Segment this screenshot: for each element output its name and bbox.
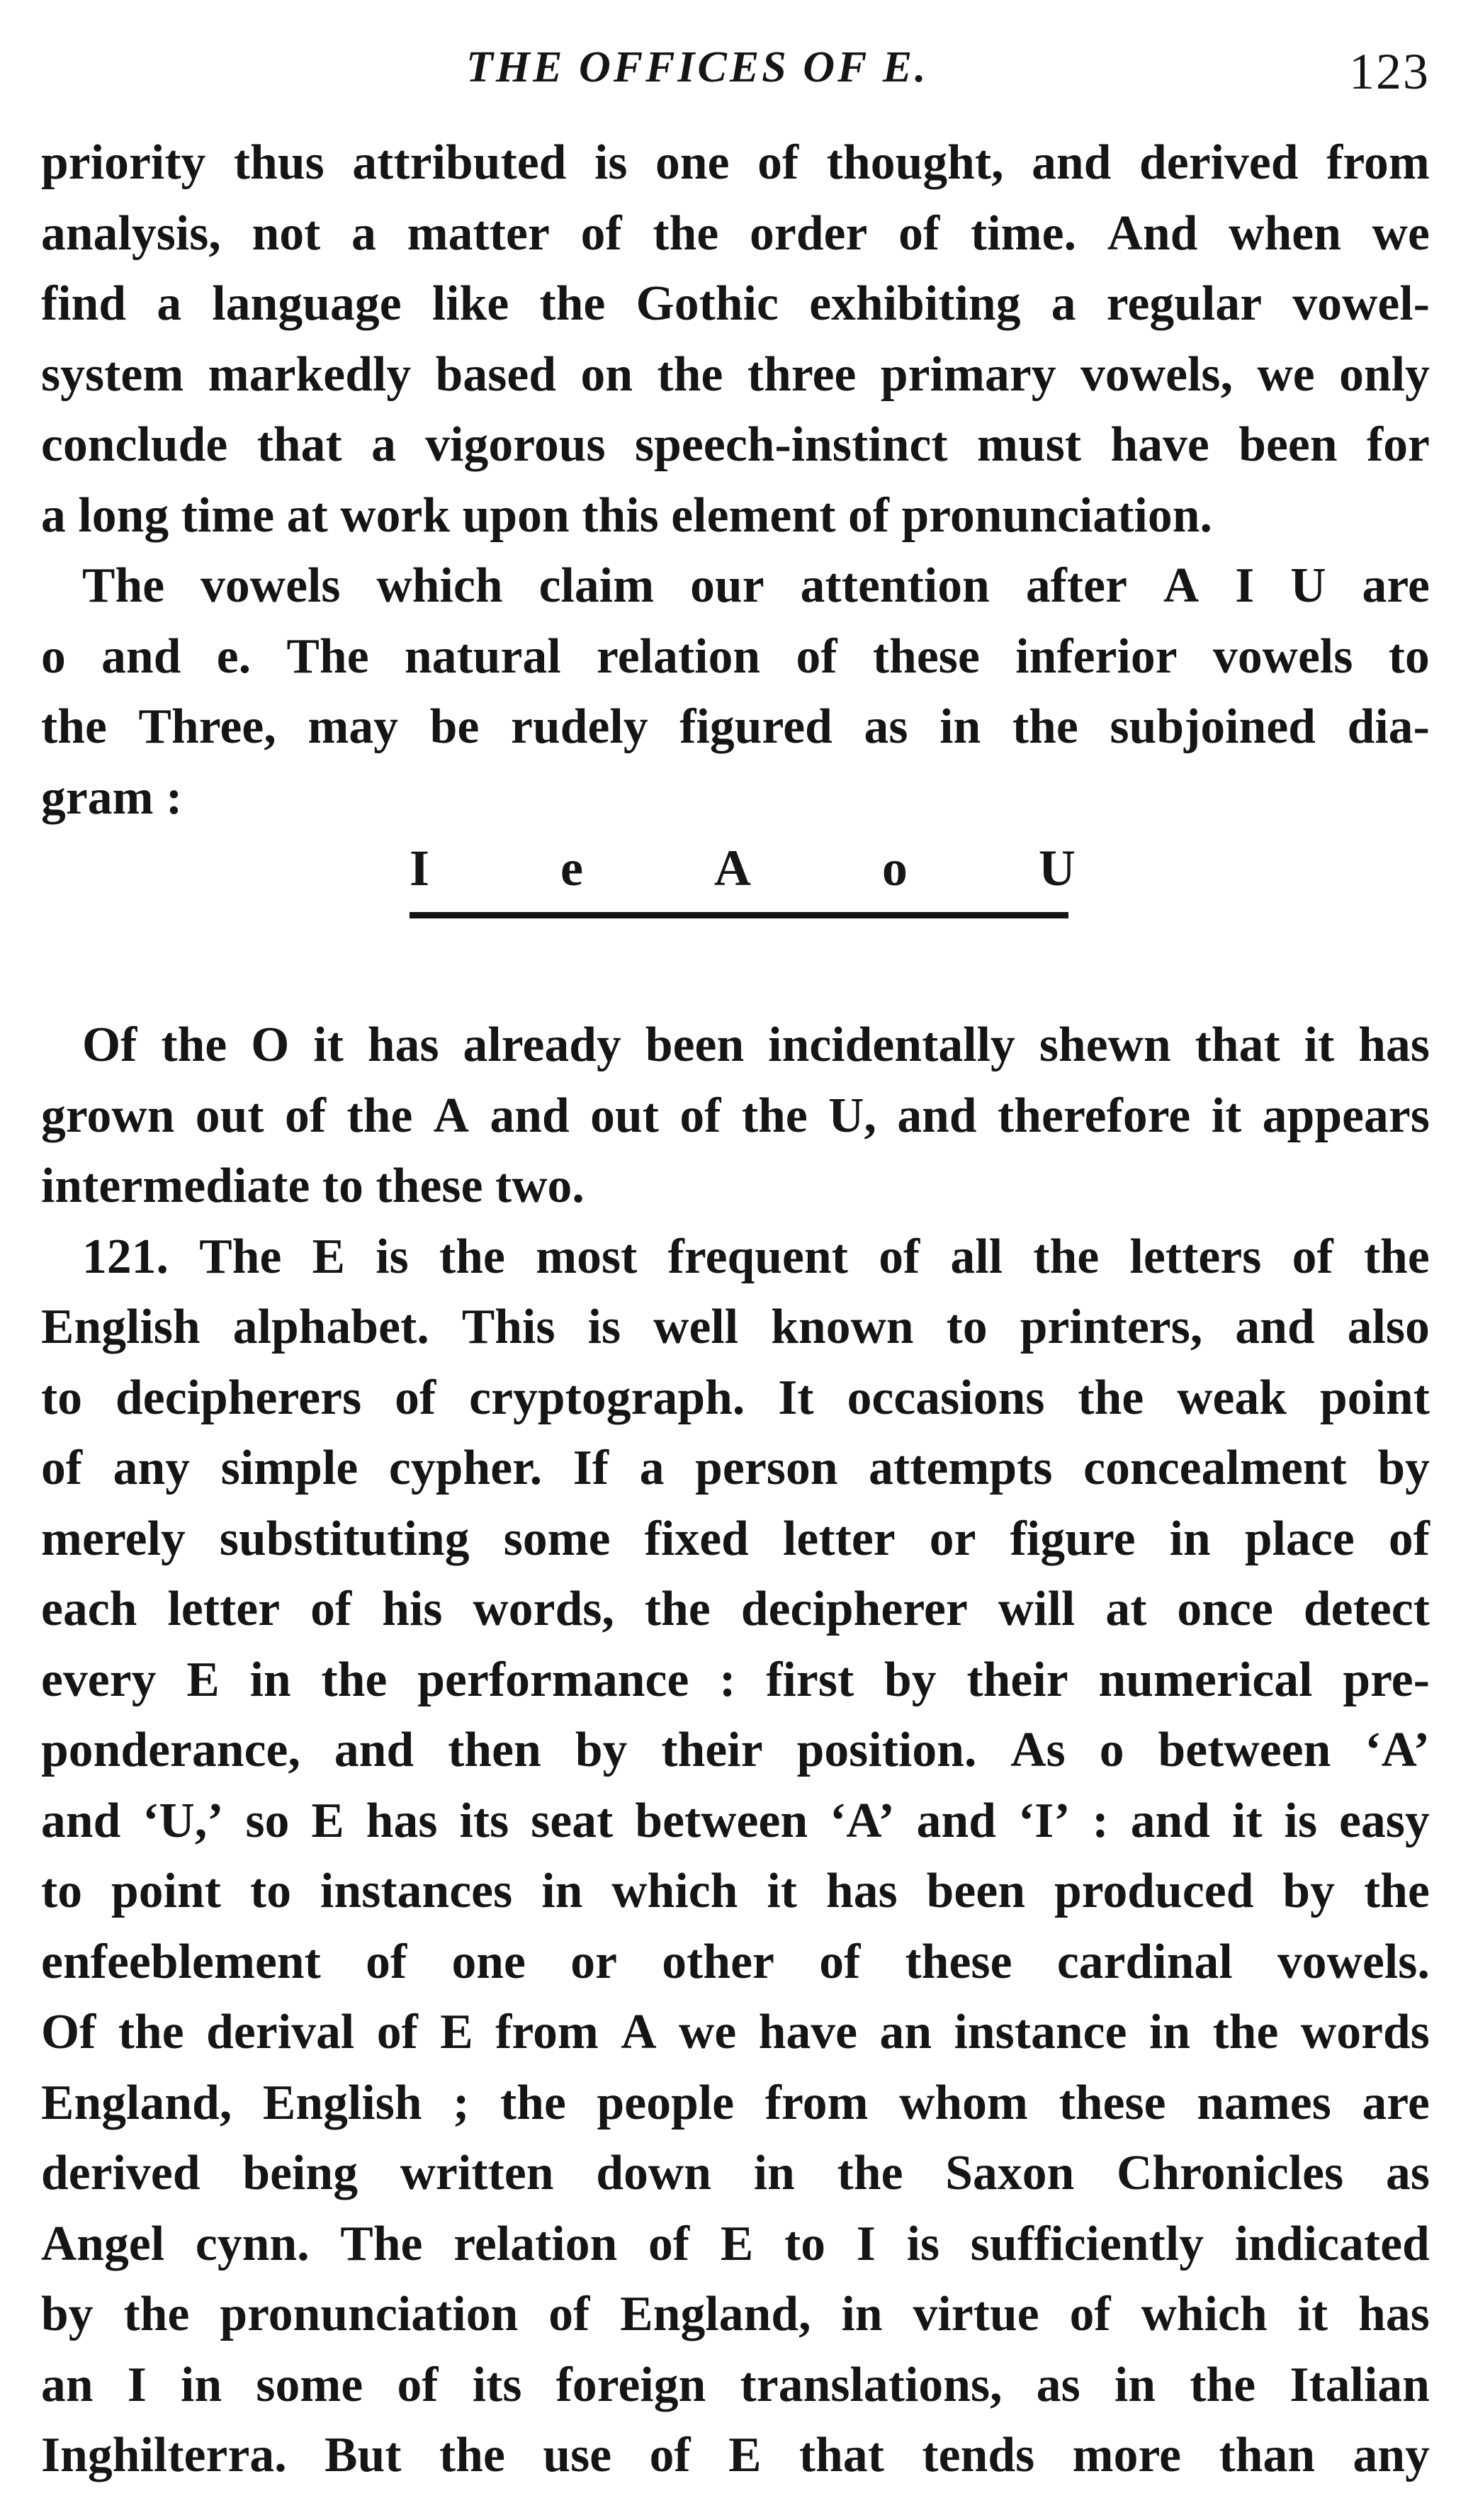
running-head	[41, 43, 1430, 128]
text-line: 121. The E is the most frequent of all the letters of the	[82, 1229, 1430, 1284]
text-line: to point to instances in which it has been produced by the	[41, 1864, 1430, 1918]
paragraph-vowels	[41, 551, 1430, 833]
diagram-letter-a: A	[713, 840, 752, 896]
text-line: find a language like the Gothic exhibiting a regular vowel-	[41, 276, 1430, 331]
text-line: gram :	[41, 770, 183, 825]
text-line: ponderance, and then by their position. As o between ‘A’	[41, 1723, 1430, 1777]
text-line: intermediate to these two.	[41, 1159, 585, 1213]
book-page	[41, 43, 1430, 2491]
text-line: priority thus attributed is one of thought, and derived from	[41, 135, 1430, 190]
vowel-diagram	[41, 833, 1430, 1010]
text-line: analysis, not a matter of the order of time. And when we	[41, 206, 1430, 261]
text-line: to decipherers of cryptograph. It occasions the weak point	[41, 1370, 1430, 1425]
text-line: England, English ; the people from whom these names are	[41, 2075, 1430, 2130]
text-line: an I in some of its foreign translations, as in the Italian	[41, 2357, 1430, 2412]
text-line: Inghilterra. But the use of E that tends more than any	[41, 2428, 1430, 2482]
text-line: a long time at work upon this element of pronunciation.	[41, 488, 1213, 543]
text-line: derived being written down in the Saxon Chronicles as	[41, 2146, 1430, 2200]
paragraph-continuation	[41, 128, 1430, 551]
text-line: grown out of the A and out of the U, and therefore it appears	[41, 1088, 1430, 1143]
diagram-letter-i: I	[410, 840, 430, 896]
text-line: conclude that a vigorous speech-instinct must have been for	[41, 417, 1430, 472]
paragraph-121	[41, 1222, 1430, 2491]
paragraph-o	[41, 1010, 1430, 1222]
text-line: enfeeblement of one or other of these cardinal vowels.	[41, 1934, 1430, 1989]
text-line: every E in the performance : first by their numerical pre-	[41, 1652, 1430, 1707]
diagram-letter-o: o	[881, 840, 908, 896]
text-line: Angel cynn. The relation of E to I is sufficiently indicated	[41, 2216, 1430, 2271]
text-line: English alphabet. This is well known to printers, and also	[41, 1300, 1430, 1354]
text-line: Of the O it has already been incidentally shewn that it has	[82, 1018, 1430, 1072]
diagram-rule	[410, 912, 1068, 918]
text-line: Of the derival of E from A we have an instance in the words	[41, 2005, 1430, 2059]
text-line: each letter of his words, the decipherer will at once detect	[41, 1582, 1430, 1636]
text-line: merely substituting some fixed letter or figure in place of	[41, 1511, 1430, 1566]
diagram-letters	[410, 833, 1076, 904]
diagram-letter-u: U	[1038, 840, 1076, 896]
text-line: system markedly based on the three primary vowels, we only	[41, 347, 1430, 402]
text-line: The vowels which claim our attention after A I U are	[82, 558, 1430, 613]
diagram-letter-e: e	[560, 840, 584, 896]
text-line: and ‘U,’ so E has its seat between ‘A’ and ‘I’ : and it is easy	[41, 1793, 1430, 1848]
body-text	[41, 128, 1430, 2491]
text-line: by the pronunciation of England, in virtue of which it has	[41, 2287, 1430, 2341]
text-line: the Three, may be rudely figured as in the subjoined dia-	[41, 699, 1430, 754]
text-line: of any simple cypher. If a person attempts concealment by	[41, 1441, 1430, 1495]
text-line: o and e. The natural relation of these inferior vowels to	[41, 629, 1430, 684]
page-number: 123	[1349, 43, 1430, 100]
running-title: THE OFFICES OF E.	[466, 43, 929, 91]
